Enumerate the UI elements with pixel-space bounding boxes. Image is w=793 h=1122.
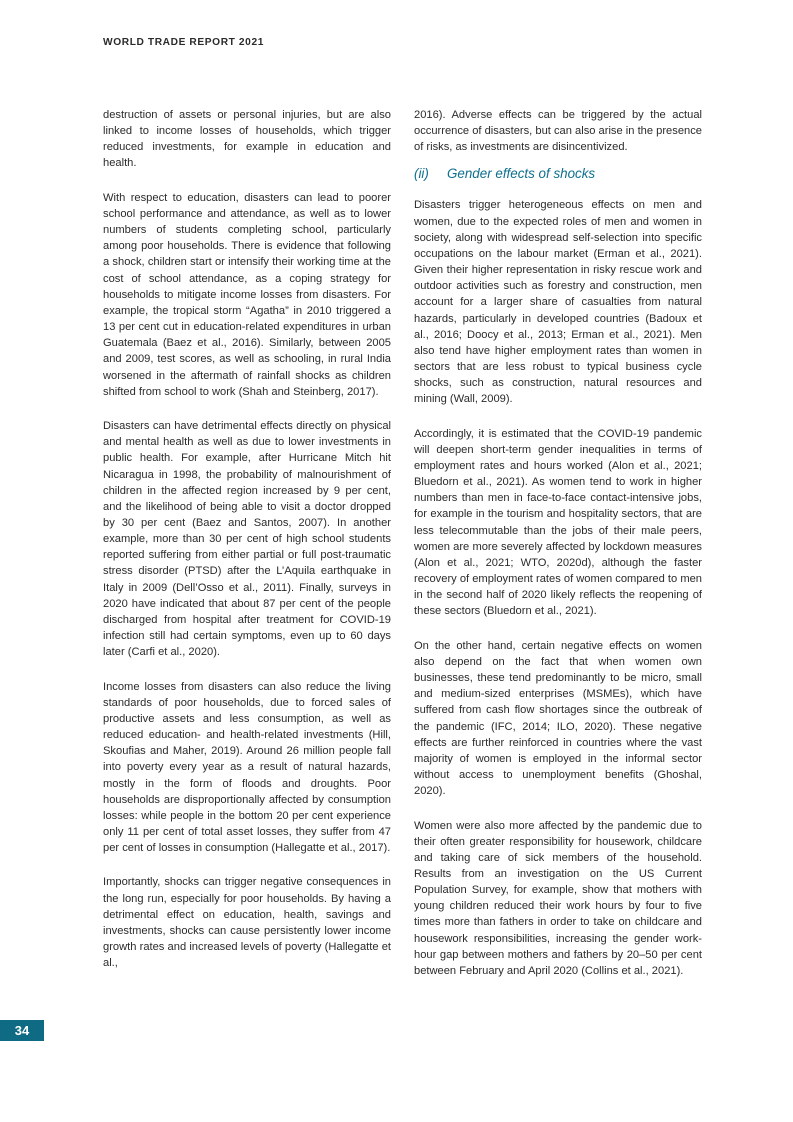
right-column: [414, 107, 702, 997]
subheading-number: (ii): [414, 166, 429, 182]
paragraph: 2016). Adverse effects can be triggered by the actual occurrence of disasters, but can also arise in the presence of risks, as investments are disincentivized.: [414, 109, 702, 154]
subheading-title: Gender effects of shocks: [447, 166, 596, 182]
left-column: [103, 107, 391, 990]
paragraph: Women were also more affected by the pandemic due to their often greater responsibility for housework, childcare and taking care of sick members of the household. Results from an investigation on the US Current Population Survey, for example, show that mothers with young children reduced their work hours by four to five times more than fathers in order to take on childcare and housework responsibilities, increasing the gender work-hour gap between mothers and fathers by 20–50 per cent between February and April 2020 (Collins et al., 2021).: [414, 819, 702, 977]
paragraph: Disasters trigger heterogeneous effects on men and women, due to the expected roles of men and women in society, along with widespread self-selection into specific occupations on the labour market (Erman et al., 2021). Given their higher representation in risky rescue work and outdoor activities such as forestry and construction, men account for a larger share of casualties from natural hazards, particularly in developed countries (Badoux et al., 2016; Doocy et al., 2013; Erman et al., 2021). Men also tend have higher employment rates than women in sectors that are less robust to typical business cycle shocks, such as construction, natural resources and mining (Wall, 2009).: [414, 199, 702, 406]
paragraph: On the other hand, certain negative effects on women also depend on the fact that when women own businesses, these tend predominantly to be micro, small and medium-sized enterprises (MSMEs), which have suffered from cash flow shortages since the outbreak of the pandemic (IFC, 2014; ILO, 2020). These negative effects are further reinforced in countries where the vast majority of women is employed in the informal sector without access to unemployment benefits (Ghoshal, 2020).: [414, 639, 702, 798]
paragraph: destruction of assets or personal injuries, but are also linked to income losses of households, which trigger reduced investments, for example in education and health.: [103, 109, 391, 170]
section-subheading: [414, 165, 702, 183]
page-number: 34: [0, 1020, 44, 1041]
paragraph: Disasters can have detrimental effects directly on physical and mental health as well as due to lower investments in public health. For example, after Hurricane Mitch hit Nicaragua in 1998, the probability of malnourishment of children in the affected region increased by 9 per cent, and the likelihood of being able to visit a doctor dropped by 30 per cent (Baez and Santos, 2007). In another example, more than 30 per cent of high school students reported suffering from either partial or full post-traumatic stress disorder (PTSD) after the L’Aquila earthquake in Italy in 2009 (Dell’Osso et al., 2011). Finally, surveys in 2020 have indicated that about 87 per cent of the people discharged from hospital after treatment for COVID-19 infection still had certain symptoms, even up to 60 days later (Carfi et al., 2020).: [103, 420, 391, 659]
paragraph: Importantly, shocks can trigger negative consequences in the long run, especially for poor households. By having a detrimental effect on education, health, savings and investments, shocks can cause persistently lower income growth rates and increased levels of poverty (Hallegatte et al.,: [103, 876, 391, 970]
paragraph: Income losses from disasters can also reduce the living standards of poor households, due to forced sales of productive assets and less consumption, as well as reduced education- and health-related investments (Hill, Skoufias and Maher, 2019). Around 26 million people fall into poverty every year as a result of natural hazards, mostly in the form of floods and droughts. Poor households are disproportionally affected by consumption losses: while people in the bottom 20 per cent experience only 11 per cent of total asset losses, they suffer from 47 per cent of losses in consumption (Hallegatte et al., 2017).: [103, 680, 391, 855]
paragraph: Accordingly, it is estimated that the COVID-19 pandemic will deepen short-term gender inequalities in terms of employment rates and hours worked (Alon et al., 2021; Bluedorn et al., 2021). As women tend to work in higher numbers than men in face-to-face contact-intensive jobs, for example in the tourism and hospitality sectors, that are less telecommutable than the jobs of their male peers, women are more severely affected by lockdown measures (Alon et al., 2021; WTO, 2020d), although the faster recovery of employment rates of women compared to men in the second half of 2020 likely reflects the reopening of these sectors (Bluedorn et al., 2021).: [414, 427, 702, 618]
paragraph: With respect to education, disasters can lead to poorer school performance and attendance, as well as to lower numbers of students completing school, particularly among poor households. There is evidence that following a shock, children start or intensify their working time at the cost of school attendance, as a coping strategy for households to mitigate income losses from disasters. For example, the tropical storm “Agatha” in 2010 triggered a 13 per cent cut in education-related expenditures in urban Guatemala (Baez et al., 2016). Similarly, between 2005 and 2009, test scores, as well as schooling, in rural India worsened in the aftermath of rainfall shocks as children shifted from school to work (Shah and Steinberg, 2017).: [103, 191, 391, 398]
running-header: WORLD TRADE REPORT 2021: [103, 37, 264, 48]
